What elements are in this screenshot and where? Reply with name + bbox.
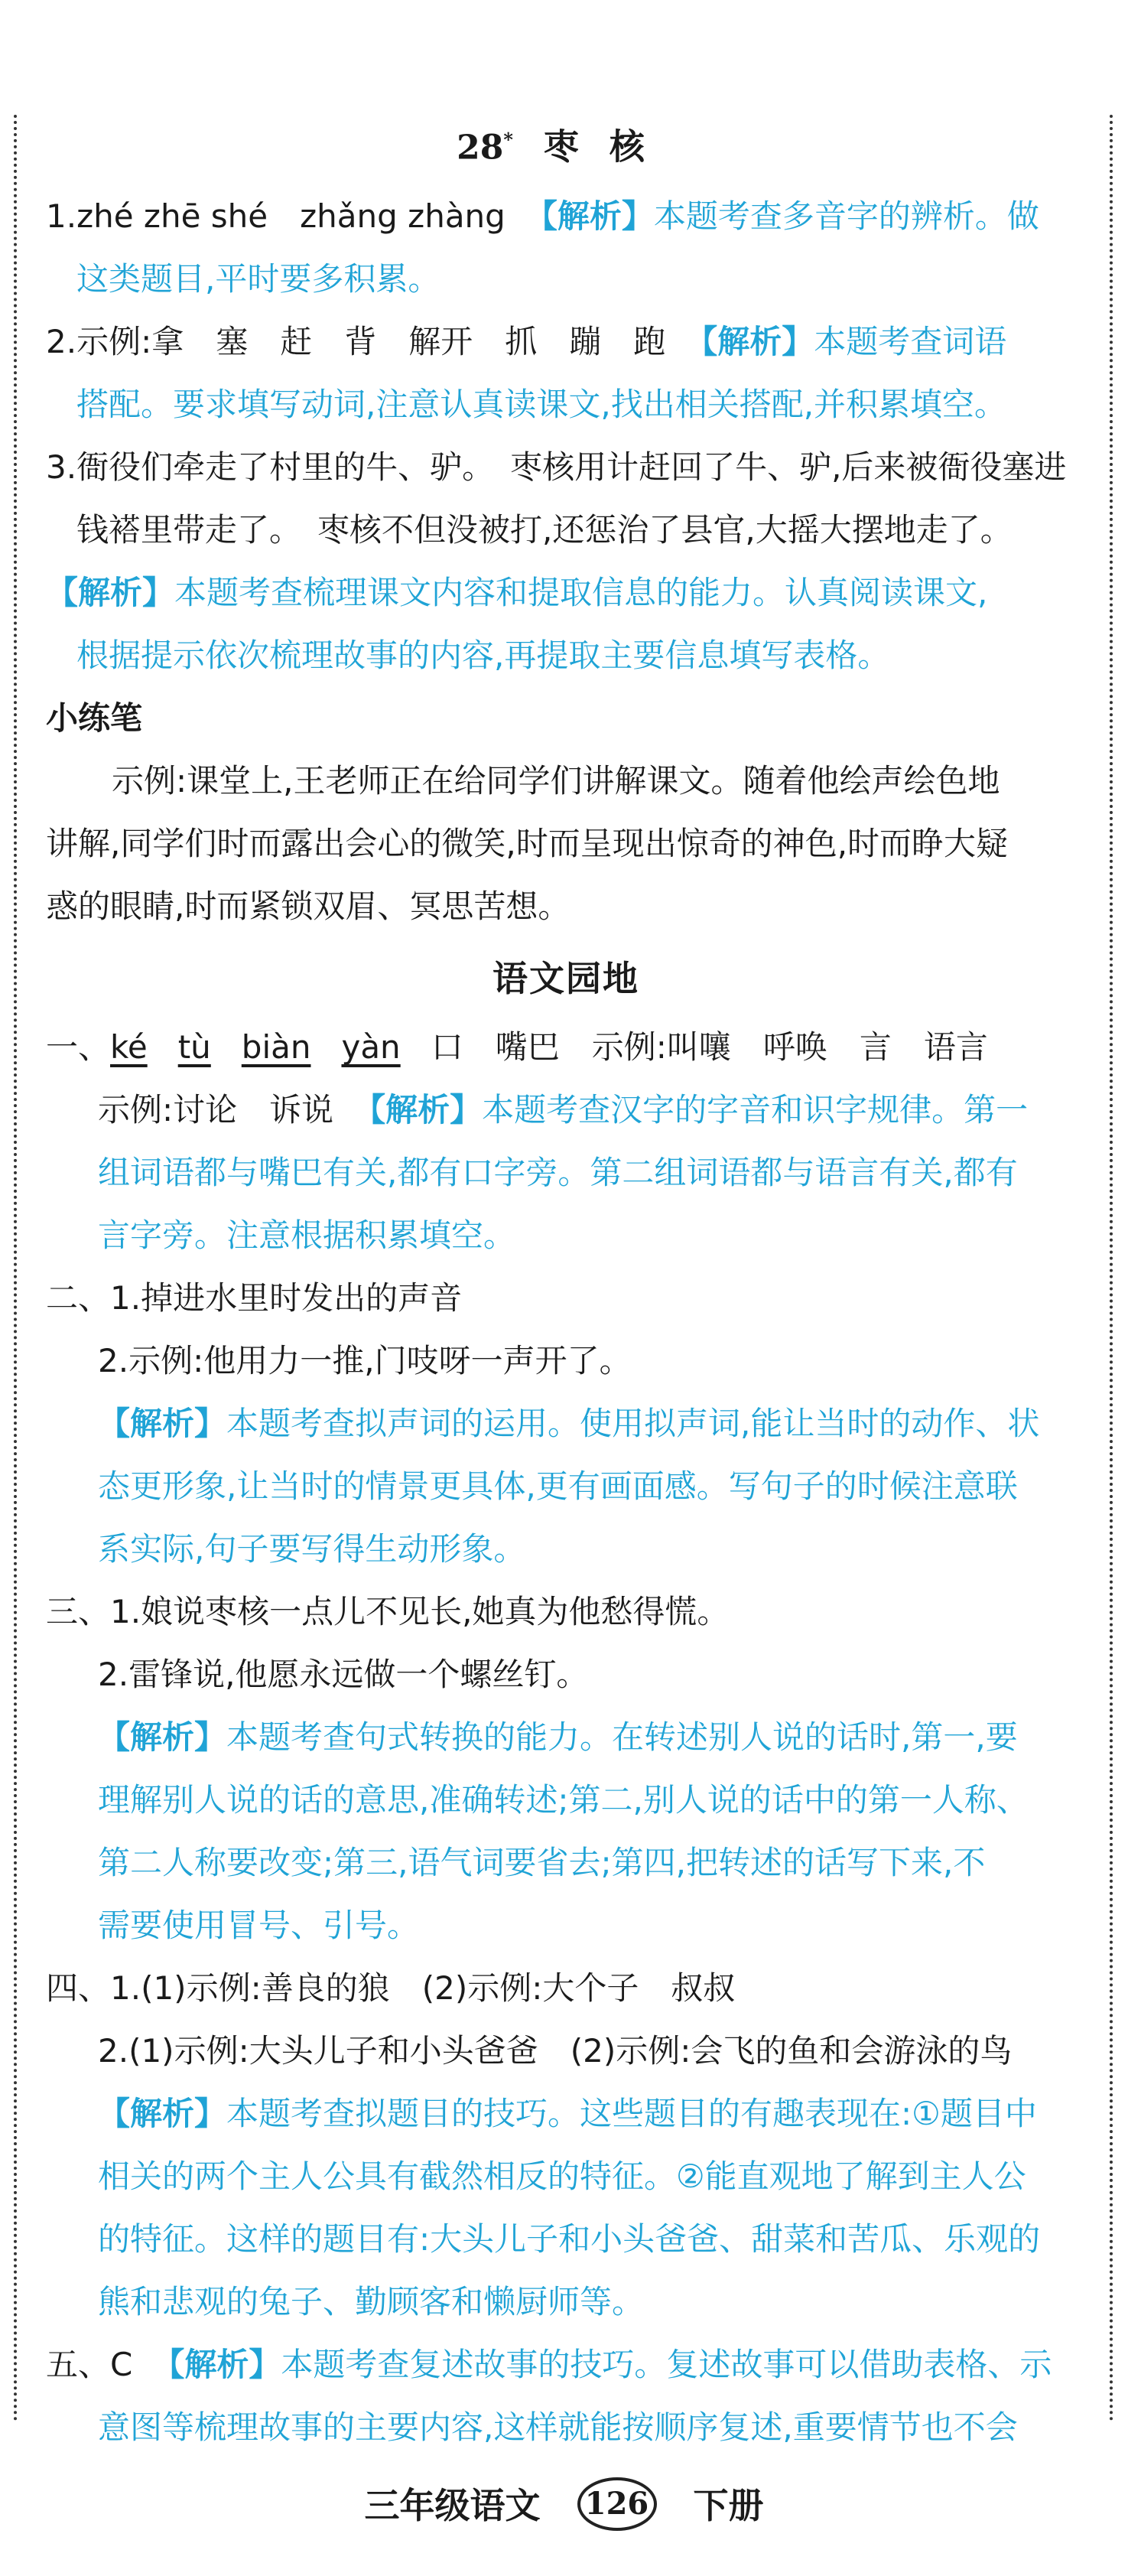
three-line-2: 2.雷锋说,他愿永远做一个螺丝钉。 xyxy=(98,1656,589,1694)
lesson-star: * xyxy=(503,129,513,151)
three-line-1: 三、1.娘说枣核一点儿不见长,她真为他愁得慌。 xyxy=(46,1593,730,1631)
two-line-3 xyxy=(46,1392,1086,1455)
q3-line-3 xyxy=(46,562,1086,624)
two-line-2: 2.示例:他用力一推,门吱呀一声开了。 xyxy=(98,1342,632,1380)
two-analysis-text: 本题考查拟声词的运用。使用拟声词,能让当时的动作、状 xyxy=(226,1405,1040,1443)
five-answer: 五、C xyxy=(46,2346,133,2384)
three-line-3 xyxy=(46,1706,1086,1769)
two-analysis-tag: 【解析】 xyxy=(98,1405,227,1443)
practice-line-2: 讲解,同学们时而露出会心的微笑,时而呈现出惊奇的神色,时而睁大疑 xyxy=(46,825,1009,863)
three-analysis-tag: 【解析】 xyxy=(98,1718,227,1757)
two-line-4: 态更形象,让当时的情景更具体,更有画面感。写句子的时候注意联 xyxy=(98,1467,1018,1506)
q3-line-4: 根据提示依次梳理故事的内容,再提取主要信息填写表格。 xyxy=(76,637,890,675)
q2-line-2: 搭配。要求填写动词,注意认真读课文,找出相关搭配,并积累填空。 xyxy=(76,386,1007,424)
lesson-title xyxy=(46,107,1086,181)
four-line-4: 相关的两个主人公具有截然相反的特征。②能直观地了解到主人公 xyxy=(98,2158,1026,2196)
three-line-4: 理解别人说的话的意思,准确转述;第二,别人说的话中的第一人称、 xyxy=(98,1781,1029,1819)
page-footer xyxy=(0,2471,1128,2540)
three-line-6: 需要使用冒号、引号。 xyxy=(98,1907,420,1945)
four-line-5: 的特征。这样的题目有:大头儿子和小头爸爸、甜菜和苦瓜、乐观的 xyxy=(98,2220,1041,2258)
q1-analysis-text: 本题考查多音字的辨析。做 xyxy=(653,197,1039,236)
q2-answer: 2.示例:拿 塞 赶 背 解开 抓 蹦 跑 xyxy=(46,323,666,361)
q2-analysis-tag: 【解析】 xyxy=(685,323,814,361)
two-line-1: 二、1.掉进水里时发出的声音 xyxy=(46,1279,463,1317)
two-line-5: 系实际,句子要写得生动形象。 xyxy=(98,1530,526,1568)
four-analysis-text: 本题考查拟题目的技巧。这些题目的有趣表现在:①题目中 xyxy=(226,2095,1037,2133)
section-title-yuwen: 语文园地 xyxy=(492,958,639,1000)
q2-analysis-text: 本题考查词语 xyxy=(814,323,1007,361)
q1-analysis-tag: 【解析】 xyxy=(525,197,654,236)
one-answers: 口 嘴巴 示例:叫嚷 呼唤 言 语言 xyxy=(431,1028,988,1067)
q3-analysis-text: 本题考查梳理课文内容和提取信息的能力。认真阅读课文, xyxy=(174,574,988,612)
four-line-1: 四、1.(1)示例:善良的狼 (2)示例:大个子 叔叔 xyxy=(46,1969,736,2008)
four-analysis-tag: 【解析】 xyxy=(98,2095,227,2133)
q3-analysis-tag: 【解析】 xyxy=(46,574,175,612)
lesson-name: 枣核 xyxy=(543,125,675,168)
pinyin-1: ké xyxy=(110,1028,148,1067)
answer-page xyxy=(46,99,1086,2459)
lesson-number: 28 xyxy=(457,128,504,168)
practice-line-1: 示例:课堂上,王老师正在给同学们讲解课文。随着他绘声绘色地 xyxy=(112,762,1000,800)
left-margin-dotted-line xyxy=(14,115,17,2423)
right-margin-dotted-line xyxy=(1110,115,1113,2423)
three-analysis-text: 本题考查句式转换的能力。在转述别人说的话时,第一,要 xyxy=(226,1718,1018,1757)
q2-line-1 xyxy=(46,311,1086,373)
q1-line-2: 这类题目,平时要多积累。 xyxy=(76,260,440,298)
five-line-2: 意图等梳理故事的主要内容,这样就能按顺序复述,重要情节也不会 xyxy=(98,2408,1018,2447)
pinyin-4: yàn xyxy=(341,1028,401,1067)
five-analysis-text: 本题考查复述故事的技巧。复述故事可以借助表格、示 xyxy=(281,2346,1052,2384)
q3-line-2: 钱褡里带走了。 枣核不但没被打,还惩治了县官,大摇大摆地走了。 xyxy=(76,511,1013,549)
one-example: 示例:讨论 诉说 xyxy=(98,1091,334,1129)
one-line-3: 组词语都与嘴巴有关,都有口字旁。第二组词语都与语言有关,都有 xyxy=(98,1154,1018,1192)
pinyin-2: tù xyxy=(177,1028,211,1067)
one-label: 一、 xyxy=(46,1028,111,1067)
page-number-badge: 126 xyxy=(577,2477,657,2531)
pinyin-3: biàn xyxy=(241,1028,311,1067)
footer-grade: 三年级语文 xyxy=(364,2485,541,2526)
four-line-3 xyxy=(46,2083,1086,2145)
practice-line-3: 惑的眼睛,时而紧锁双眉、冥思苦想。 xyxy=(46,887,571,926)
one-line-1 xyxy=(46,1016,1086,1079)
practice-heading: 小练笔 xyxy=(46,699,143,738)
one-line-2 xyxy=(46,1079,1086,1141)
one-line-4: 言字旁。注意根据积累填空。 xyxy=(98,1216,516,1255)
three-line-5: 第二人称要改变;第三,语气词要省去;第四,把转述的话写下来,不 xyxy=(98,1844,986,1882)
footer-volume: 下册 xyxy=(693,2485,764,2526)
five-line-1 xyxy=(46,2333,1086,2396)
five-analysis-tag: 【解析】 xyxy=(152,2346,281,2384)
q3-line-1: 3.衙役们牵走了村里的牛、驴。 枣核用计赶回了牛、驴,后来被衙役塞进 xyxy=(46,448,1067,487)
one-analysis-text: 本题考查汉字的字音和识字规律。第一 xyxy=(482,1091,1029,1129)
four-line-2: 2.(1)示例:大头儿子和小头爸爸 (2)示例:会飞的鱼和会游泳的鸟 xyxy=(98,2032,1013,2070)
q1-line-1 xyxy=(46,185,1086,248)
q1-answer: 1.zhé zhē shé zhǎng zhàng xyxy=(46,197,505,236)
one-analysis-tag: 【解析】 xyxy=(353,1091,483,1129)
four-line-6: 熊和悲观的兔子、勤顾客和懒厨师等。 xyxy=(98,2283,645,2321)
